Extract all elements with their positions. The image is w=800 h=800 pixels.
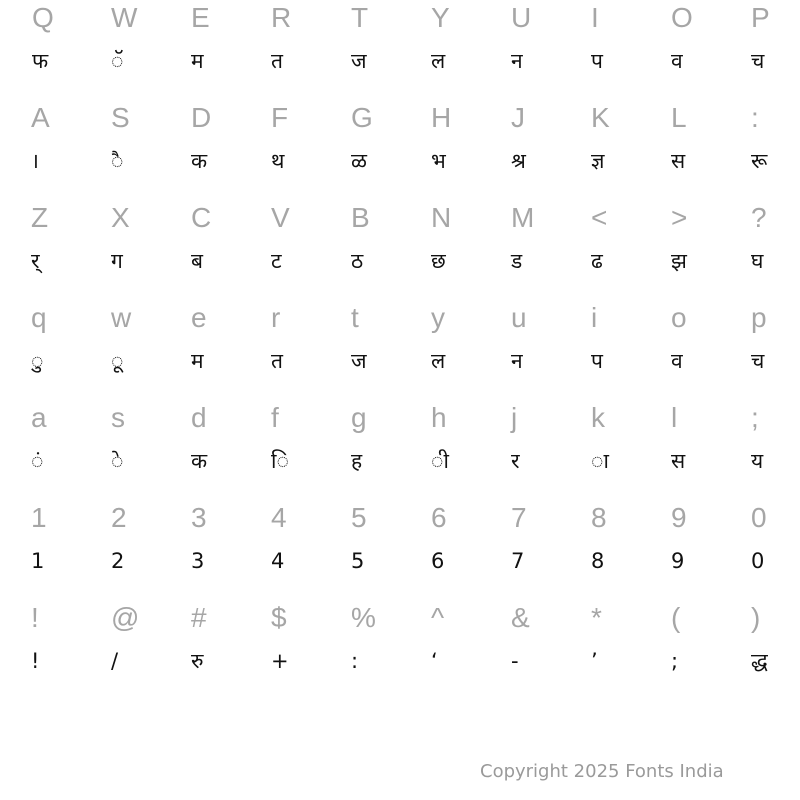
glyph: थ bbox=[271, 149, 285, 173]
glyph: ज bbox=[351, 49, 367, 73]
key-label: K bbox=[591, 102, 610, 133]
key-label: % bbox=[351, 602, 376, 633]
key-label: l bbox=[671, 402, 678, 433]
glyph: व bbox=[671, 49, 683, 73]
char-cell bbox=[591, 400, 671, 500]
glyph: स bbox=[671, 149, 686, 173]
key-label: u bbox=[511, 302, 527, 333]
key-label: F bbox=[271, 102, 289, 133]
char-cell bbox=[191, 500, 271, 600]
key-label: d bbox=[191, 402, 207, 433]
glyph: ’ bbox=[591, 649, 598, 673]
key-label: k bbox=[591, 402, 605, 433]
char-cell bbox=[191, 200, 271, 300]
glyph: रु bbox=[191, 649, 204, 673]
char-cell bbox=[31, 100, 111, 200]
key-label: E bbox=[191, 2, 210, 33]
char-cell bbox=[31, 600, 111, 700]
key-label: j bbox=[511, 402, 518, 433]
key-label: p bbox=[751, 302, 767, 333]
key-label: N bbox=[431, 202, 452, 233]
glyph: ी bbox=[431, 449, 449, 473]
glyph: ु bbox=[31, 349, 44, 373]
glyph: र् bbox=[31, 249, 40, 273]
glyph: म bbox=[191, 49, 204, 73]
char-cell bbox=[671, 400, 751, 500]
key-label: f bbox=[271, 402, 279, 433]
glyph: ; bbox=[671, 649, 679, 673]
key-label: A bbox=[31, 102, 50, 133]
key-label: g bbox=[351, 402, 367, 433]
key-label: q bbox=[31, 302, 47, 333]
glyph: भ bbox=[431, 149, 446, 173]
key-label: 3 bbox=[191, 502, 207, 533]
glyph: ब bbox=[191, 249, 203, 273]
char-cell bbox=[111, 400, 191, 500]
glyph: ज्ञ bbox=[591, 149, 605, 173]
char-cell bbox=[431, 600, 511, 700]
char-cell bbox=[111, 100, 191, 200]
glyph: च bbox=[751, 349, 765, 373]
key-label: U bbox=[511, 2, 532, 33]
key-label: y bbox=[431, 302, 445, 333]
char-cell bbox=[591, 200, 671, 300]
char-cell bbox=[591, 300, 671, 400]
char-cell bbox=[511, 0, 591, 100]
key-label: T bbox=[351, 2, 369, 33]
key-label: 9 bbox=[671, 502, 687, 533]
char-cell bbox=[271, 0, 351, 100]
glyph: 7 bbox=[511, 549, 525, 573]
char-cell bbox=[511, 600, 591, 700]
char-cell bbox=[31, 200, 111, 300]
char-cell bbox=[32, 0, 112, 100]
glyph: त bbox=[271, 49, 283, 73]
key-label: I bbox=[591, 2, 599, 33]
char-cell bbox=[191, 400, 271, 500]
glyph: ॅ bbox=[111, 49, 124, 73]
char-cell bbox=[271, 300, 351, 400]
char-cell bbox=[431, 300, 511, 400]
char-row bbox=[0, 400, 800, 500]
glyph: ल bbox=[431, 349, 446, 373]
key-label: D bbox=[191, 102, 212, 133]
glyph: घ bbox=[751, 249, 764, 273]
char-cell bbox=[511, 100, 591, 200]
char-row bbox=[0, 200, 800, 300]
key-label: i bbox=[591, 302, 598, 333]
key-label: 6 bbox=[431, 502, 447, 533]
char-cell bbox=[591, 500, 671, 600]
key-label: 4 bbox=[271, 502, 287, 533]
key-label: J bbox=[511, 102, 525, 133]
char-cell bbox=[511, 400, 591, 500]
glyph: ा bbox=[591, 449, 609, 473]
char-cell bbox=[31, 300, 111, 400]
char-row bbox=[0, 600, 800, 700]
glyph: च bbox=[751, 49, 765, 73]
glyph: : bbox=[351, 649, 359, 673]
glyph: न bbox=[511, 349, 523, 373]
glyph: न bbox=[511, 49, 523, 73]
glyph: ! bbox=[31, 649, 40, 673]
key-label: w bbox=[111, 302, 132, 333]
key-label: O bbox=[671, 2, 693, 33]
char-cell bbox=[271, 100, 351, 200]
char-cell bbox=[671, 500, 751, 600]
char-cell bbox=[671, 200, 751, 300]
char-cell bbox=[671, 0, 751, 100]
char-row bbox=[0, 300, 800, 400]
key-label: ^ bbox=[431, 602, 445, 633]
char-cell bbox=[751, 200, 800, 300]
char-cell bbox=[191, 100, 271, 200]
char-cell bbox=[271, 200, 351, 300]
char-cell bbox=[351, 0, 431, 100]
char-cell bbox=[191, 0, 271, 100]
char-cell bbox=[271, 600, 351, 700]
glyph: प bbox=[591, 49, 603, 73]
glyph: ज bbox=[351, 349, 367, 373]
key-label: ( bbox=[671, 602, 681, 633]
glyph: + bbox=[271, 649, 289, 673]
glyph: ं bbox=[31, 449, 44, 473]
glyph: प bbox=[591, 349, 603, 373]
key-label: Y bbox=[431, 2, 450, 33]
glyph: म bbox=[191, 349, 204, 373]
char-cell bbox=[351, 600, 431, 700]
char-cell bbox=[671, 300, 751, 400]
char-cell bbox=[191, 300, 271, 400]
glyph: फ bbox=[32, 49, 49, 73]
char-cell bbox=[751, 500, 800, 600]
key-label: h bbox=[431, 402, 447, 433]
char-cell bbox=[591, 0, 671, 100]
glyph: 2 bbox=[111, 549, 125, 573]
key-label: * bbox=[591, 602, 602, 633]
char-cell bbox=[431, 400, 511, 500]
char-cell bbox=[111, 0, 191, 100]
char-cell bbox=[351, 200, 431, 300]
char-cell bbox=[271, 500, 351, 600]
glyph: क bbox=[191, 149, 208, 173]
glyph: रू bbox=[751, 149, 768, 173]
key-label: S bbox=[111, 102, 130, 133]
glyph: ठ bbox=[351, 249, 364, 273]
glyph: - bbox=[511, 649, 519, 673]
key-label: L bbox=[671, 102, 687, 133]
glyph: स bbox=[671, 449, 686, 473]
glyph: ह bbox=[351, 449, 363, 473]
glyph: द्ध bbox=[751, 649, 768, 673]
char-cell bbox=[751, 600, 800, 700]
glyph: 1 bbox=[31, 549, 45, 573]
key-label: # bbox=[191, 602, 207, 633]
key-label: 8 bbox=[591, 502, 607, 533]
key-label: ; bbox=[751, 402, 759, 433]
key-label: P bbox=[751, 2, 770, 33]
key-label: W bbox=[111, 2, 138, 33]
char-cell bbox=[351, 100, 431, 200]
glyph: ग bbox=[111, 249, 123, 273]
glyph: व bbox=[671, 349, 683, 373]
glyph: छ bbox=[431, 249, 446, 273]
char-cell bbox=[351, 300, 431, 400]
glyph: 6 bbox=[431, 549, 445, 573]
glyph: 8 bbox=[591, 549, 605, 573]
char-cell bbox=[351, 500, 431, 600]
char-cell bbox=[431, 200, 511, 300]
char-cell bbox=[351, 400, 431, 500]
char-row bbox=[0, 100, 800, 200]
char-row bbox=[0, 500, 800, 600]
char-cell bbox=[511, 200, 591, 300]
glyph: 3 bbox=[191, 549, 205, 573]
key-label: ? bbox=[751, 202, 767, 233]
char-cell bbox=[111, 300, 191, 400]
char-cell bbox=[671, 600, 751, 700]
key-label: a bbox=[31, 402, 47, 433]
key-label: 7 bbox=[511, 502, 527, 533]
char-cell bbox=[431, 0, 511, 100]
glyph: ढ bbox=[591, 249, 603, 273]
glyph: ड bbox=[511, 249, 523, 273]
key-label: > bbox=[671, 202, 688, 233]
glyph: 5 bbox=[351, 549, 365, 573]
glyph: श्र bbox=[511, 149, 526, 173]
char-cell bbox=[31, 400, 111, 500]
key-label: 0 bbox=[751, 502, 767, 533]
key-label: V bbox=[271, 202, 290, 233]
glyph: झ bbox=[671, 249, 687, 273]
glyph: ट bbox=[271, 249, 282, 273]
glyph: ‘ bbox=[431, 649, 438, 673]
glyph: ल bbox=[431, 49, 446, 73]
key-label: 1 bbox=[31, 502, 47, 533]
char-cell bbox=[591, 100, 671, 200]
key-label: & bbox=[511, 602, 530, 633]
key-label: @ bbox=[111, 602, 140, 633]
char-cell bbox=[671, 100, 751, 200]
key-label: $ bbox=[271, 602, 287, 633]
key-label: Z bbox=[31, 202, 49, 233]
glyph: ळ bbox=[351, 149, 367, 173]
char-row bbox=[0, 0, 800, 100]
key-label: t bbox=[351, 302, 359, 333]
key-label: G bbox=[351, 102, 373, 133]
char-cell bbox=[511, 300, 591, 400]
key-label: R bbox=[271, 2, 292, 33]
glyph: 9 bbox=[671, 549, 685, 573]
key-label: ! bbox=[31, 602, 39, 633]
char-cell bbox=[271, 400, 351, 500]
key-label: B bbox=[351, 202, 370, 233]
glyph: य bbox=[751, 449, 764, 473]
char-cell bbox=[511, 500, 591, 600]
key-label: M bbox=[511, 202, 535, 233]
key-label: X bbox=[111, 202, 130, 233]
glyph: र bbox=[511, 449, 520, 473]
key-label: : bbox=[751, 102, 759, 133]
key-label: o bbox=[671, 302, 687, 333]
glyph: ू bbox=[111, 349, 124, 373]
key-label: s bbox=[111, 402, 125, 433]
glyph: त bbox=[271, 349, 283, 373]
char-cell bbox=[111, 500, 191, 600]
key-label: ) bbox=[751, 602, 761, 633]
char-cell bbox=[31, 500, 111, 600]
key-label: Q bbox=[32, 2, 54, 33]
glyph: ि bbox=[271, 449, 289, 473]
key-label: e bbox=[191, 302, 207, 333]
char-cell bbox=[431, 100, 511, 200]
char-cell bbox=[751, 300, 800, 400]
glyph: 4 bbox=[271, 549, 285, 573]
key-label: C bbox=[191, 202, 212, 233]
char-cell bbox=[111, 600, 191, 700]
glyph: े bbox=[111, 449, 124, 473]
glyph: क bbox=[191, 449, 208, 473]
key-label: < bbox=[591, 202, 608, 233]
char-cell bbox=[751, 0, 800, 100]
key-label: r bbox=[271, 302, 281, 333]
char-cell bbox=[751, 400, 800, 500]
glyph: ै bbox=[111, 149, 124, 173]
key-label: 2 bbox=[111, 502, 127, 533]
char-cell bbox=[591, 600, 671, 700]
key-label: 5 bbox=[351, 502, 367, 533]
char-cell bbox=[751, 100, 800, 200]
char-cell bbox=[191, 600, 271, 700]
char-cell bbox=[431, 500, 511, 600]
copyright-text: Copyright 2025 Fonts India bbox=[480, 761, 724, 782]
char-cell bbox=[111, 200, 191, 300]
glyph: । bbox=[31, 149, 39, 173]
key-label: H bbox=[431, 102, 452, 133]
glyph: / bbox=[111, 649, 119, 673]
glyph: 0 bbox=[751, 549, 765, 573]
